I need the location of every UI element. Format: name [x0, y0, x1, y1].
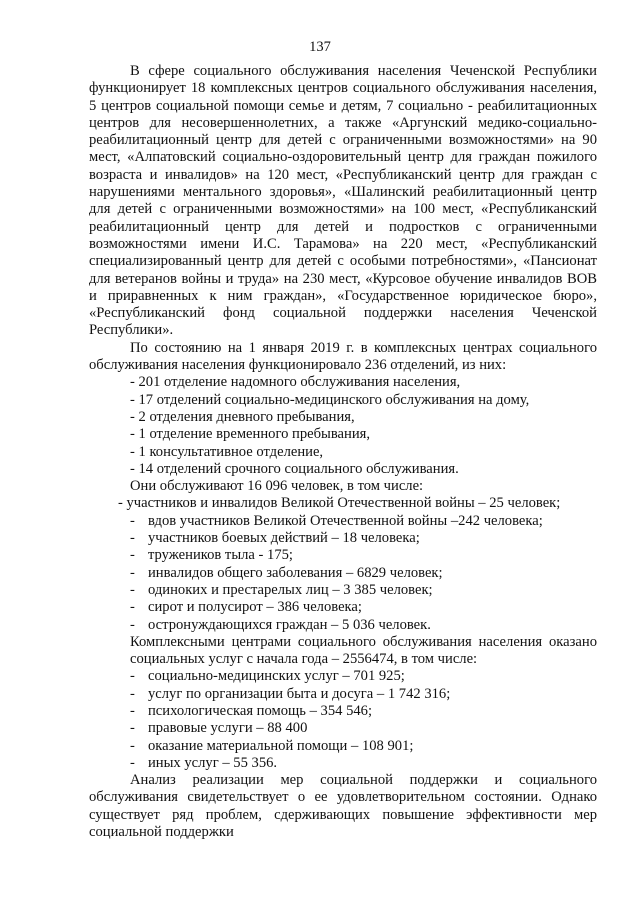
list-item-text: остронуждающихся граждан – 5 036 человек.	[148, 616, 431, 633]
list-item	[89, 565, 597, 582]
list-item-text: психологическая помощь – 354 546;	[148, 702, 373, 719]
document-body	[89, 63, 597, 841]
list-item: - 201 отделение надомного обслуживания населения,	[130, 374, 461, 391]
paragraph-analysis: Анализ реализации мер социальной поддержки и социального обслуживания свидетельствует о ее удовлетворительном состоянии. Однако существует ряд проблем, сдерживающих повышение эффективности мер социальной поддержки	[89, 772, 597, 841]
dash-bullet: -	[130, 547, 135, 564]
list-item: - 17 отделений социально-медицинского обслуживания на дому,	[130, 391, 530, 408]
dash-bullet: -	[130, 685, 135, 702]
list-item-text: социально-медицинских услуг – 701 925;	[148, 668, 405, 685]
list-item: - участников и инвалидов Великой Отечественной войны – 25 человек;	[118, 495, 561, 512]
dash-bullet: -	[130, 581, 135, 598]
list-item	[89, 738, 597, 755]
dash-bullet: -	[130, 737, 135, 754]
list-item-text: сирот и полусирот – 386 человека;	[148, 599, 362, 616]
list-item-text: инвалидов общего заболевания – 6829 человек;	[148, 564, 443, 581]
list-item	[89, 513, 597, 530]
list-item-text: правовые услуги – 88 400	[148, 720, 308, 737]
list-item: - 2 отделения дневного пребывания,	[130, 408, 355, 425]
list-item-text: вдов участников Великой Отечественной войны –242 человека;	[148, 512, 543, 529]
dash-bullet: -	[130, 530, 135, 547]
list-item	[89, 582, 597, 599]
list-item: - 14 отделений срочного социального обслуживания.	[130, 460, 459, 477]
dash-bullet: -	[130, 668, 135, 685]
list-item-text: оказание материальной помощи – 108 901;	[148, 737, 414, 754]
list-item	[89, 686, 597, 703]
list-item	[89, 703, 597, 720]
list-item	[89, 547, 597, 564]
list-item	[89, 668, 597, 685]
list-item-text: услуг по организации быта и досуга – 1 742 316;	[148, 685, 451, 702]
served-list	[89, 495, 597, 633]
dash-bullet: -	[130, 702, 135, 719]
page-number: 137	[309, 39, 331, 55]
list-item-text: одиноких и престарелых лиц – 3 385 человек;	[148, 581, 433, 598]
list-item: - 1 консультативное отделение,	[130, 443, 324, 460]
list-item	[89, 617, 597, 634]
dash-bullet: -	[130, 512, 135, 529]
list-item	[89, 599, 597, 616]
dash-bullet: -	[130, 720, 135, 737]
list-item	[89, 530, 597, 547]
dash-bullet: -	[130, 564, 135, 581]
list-item	[89, 755, 597, 772]
list-item-text: тружеников тыла - 175;	[148, 547, 293, 564]
list-item: - 1 отделение временного пребывания,	[130, 426, 370, 443]
departments-list	[89, 374, 597, 478]
paragraph-departments-intro: По состоянию на 1 января 2019 г. в комплексных центрах социального обслуживания населения функционировало 236 отделений, из них:	[89, 339, 597, 374]
dash-bullet: -	[130, 616, 135, 633]
list-item-text: участников боевых действий – 18 человека;	[148, 530, 420, 547]
list-item-text: иных услуг – 55 356.	[148, 754, 278, 771]
services-list	[89, 668, 597, 772]
dash-bullet: -	[130, 599, 135, 616]
paragraph-institutions: В сфере социального обслуживания населения Чеченской Республики функционирует 18 комплексных центров социального обслуживания населения, 5 центров социальной помощи семье и детям, 7 социально - реабилитационных центров для несовершеннолетних, а также «Аргунский медико-социально-реабилитационный центр для детей с ограниченными возможностями» на 90 мест, «Алпатовский социально-оздоровительный центр для граждан пожилого возраста и инвалидов» на 120 мест, «Республиканский центр для граждан с нарушениями ментального здоровья», «Шалинский реабилитационный центр для детей с ограниченными возможностями» на 100 мест, «Республиканский реабилитационный центр для детей и подростков с ограниченными возможностями имени И.С. Тарамова» на 220 мест, «Республиканский специализированный центр для детей с особыми потребностями», «Пансионат для ветеранов войны и труда» на 230 мест, «Курсовое обучение инвалидов ВОВ и приравненных к ним граждан», «Государственное юридическое бюро», «Республиканский фонд социальной поддержки населения Чеченской Республики».	[89, 63, 597, 339]
services-intro: Комплексными центрами социального обслуживания населения оказано социальных услуг с начала года – 2556474, в том числе:	[130, 633, 597, 668]
served-intro: Они обслуживают 16 096 человек, в том числе:	[130, 478, 424, 495]
list-item	[89, 720, 597, 737]
dash-bullet: -	[130, 754, 135, 771]
